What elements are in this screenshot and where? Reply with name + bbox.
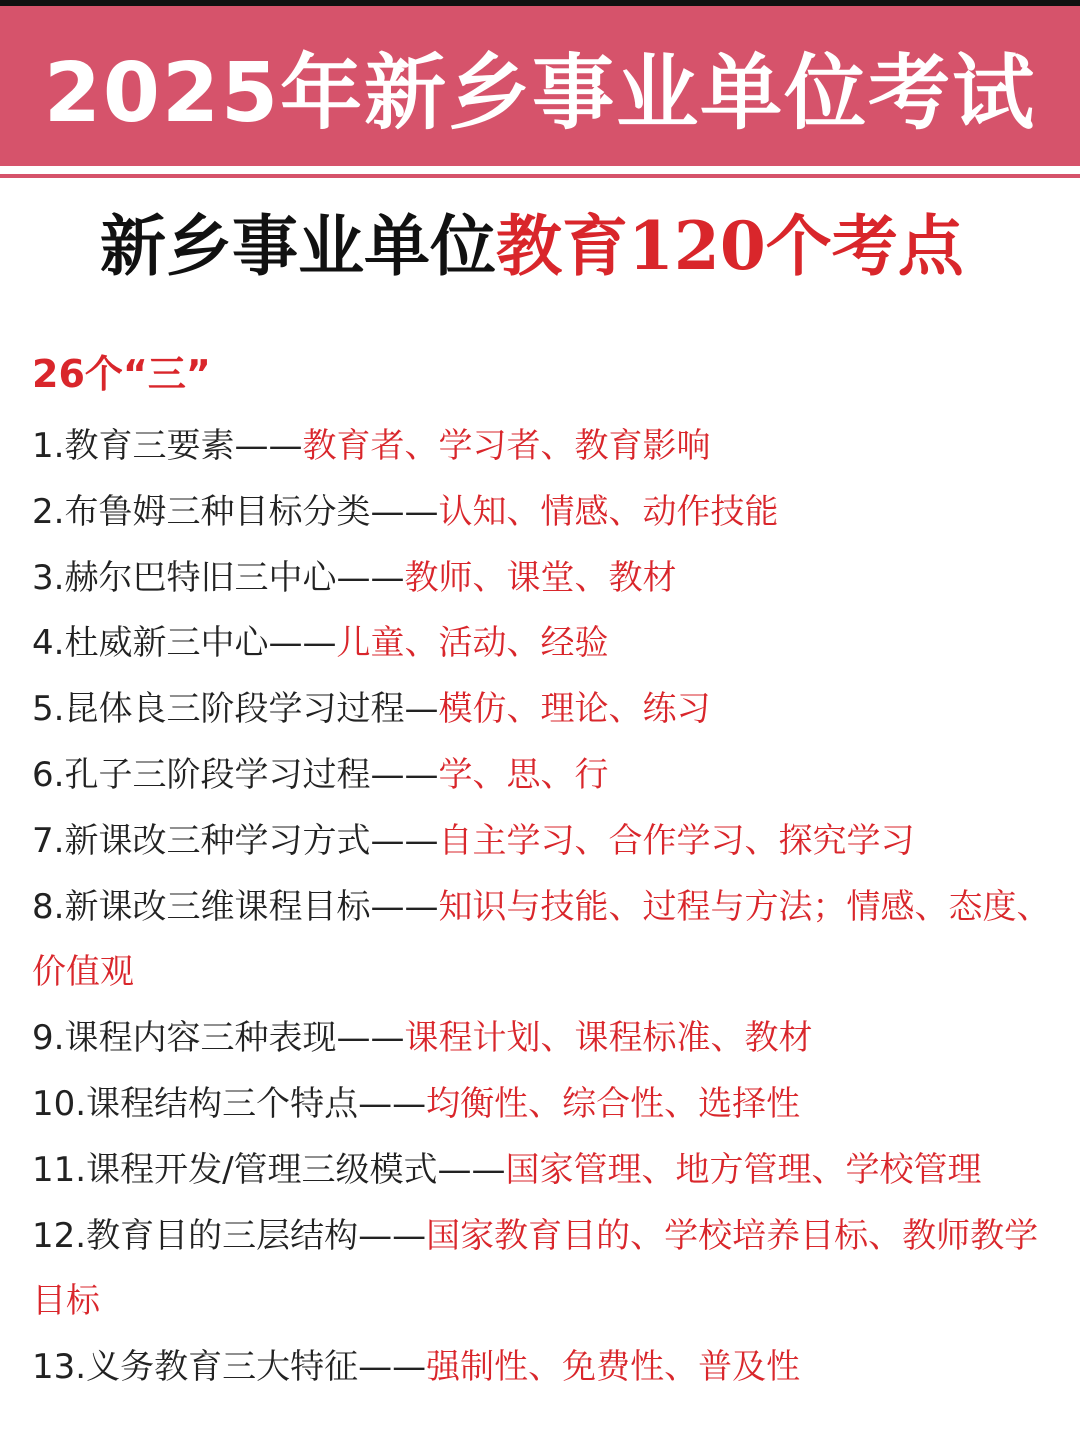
item-answer: 自主学习、合作学习、探究学习 [438, 820, 915, 861]
item-answer: 学、思、行 [438, 754, 609, 795]
item-topic: 3.赫尔巴特旧三中心—— [32, 557, 405, 598]
item-topic: 12.教育目的三层结构—— [32, 1215, 427, 1256]
list-item [32, 1204, 1062, 1336]
item-answer: 强制性、免费性、普及性 [426, 1347, 801, 1388]
item-answer: 知识与技能、过程与方法；情感、态度、价值观 [32, 886, 1051, 993]
key-points-list [32, 414, 1062, 1401]
item-answer: 教育者、学习者、教育影响 [302, 426, 711, 466]
item-topic: 11.课程开发/管理三级模式—— [32, 1149, 506, 1190]
item-answer: 国家教育目的、学校培养目标、教师教学目标 [32, 1215, 1039, 1322]
item-topic: 9.课程内容三种表现—— [32, 1018, 405, 1059]
banner-title: 2025年新乡事业单位考试 [43, 45, 1037, 141]
item-topic: 7.新课改三种学习方式—— [32, 820, 439, 861]
item-topic: 4.杜威新三中心—— [32, 623, 337, 664]
section-title: 26个“三” [32, 352, 211, 396]
item-answer: 国家管理、地方管理、学校管理 [505, 1149, 982, 1190]
item-topic: 8.新课改三维课程目标—— [32, 886, 439, 927]
item-answer: 教师、课堂、教材 [404, 557, 677, 598]
list-item [32, 677, 1062, 743]
list-item [32, 809, 1062, 875]
item-topic: 13.义务教育三大特征—— [32, 1347, 427, 1388]
item-topic: 1.教育三要素—— [32, 426, 303, 466]
subtitle [100, 196, 964, 296]
list-item [32, 1006, 1062, 1072]
item-topic: 5.昆体良三阶段学习过程— [32, 689, 439, 730]
list-item [32, 875, 1062, 1007]
list-item [32, 546, 1062, 612]
subtitle-part-2: 教育120个考点 [496, 207, 964, 285]
subtitle-part-1: 新乡事业单位 [100, 207, 496, 285]
list-item [32, 1335, 1062, 1401]
item-topic: 6.孔子三阶段学习过程—— [32, 754, 439, 795]
title-banner [0, 6, 1080, 166]
item-answer: 儿童、活动、经验 [336, 623, 609, 664]
list-item [32, 480, 1062, 546]
item-topic: 10.课程结构三个特点—— [32, 1083, 427, 1124]
list-item [32, 414, 1062, 480]
list-item [32, 611, 1062, 677]
item-answer: 认知、情感、动作技能 [438, 491, 779, 532]
item-topic: 2.布鲁姆三种目标分类—— [32, 491, 439, 532]
list-item [32, 1138, 1062, 1204]
list-item [32, 743, 1062, 809]
item-answer: 模仿、理论、练习 [438, 689, 711, 730]
item-answer: 课程计划、课程标准、教材 [404, 1018, 813, 1059]
banner-divider [0, 174, 1080, 178]
list-item [32, 1072, 1062, 1138]
item-answer: 均衡性、综合性、选择性 [426, 1083, 801, 1124]
